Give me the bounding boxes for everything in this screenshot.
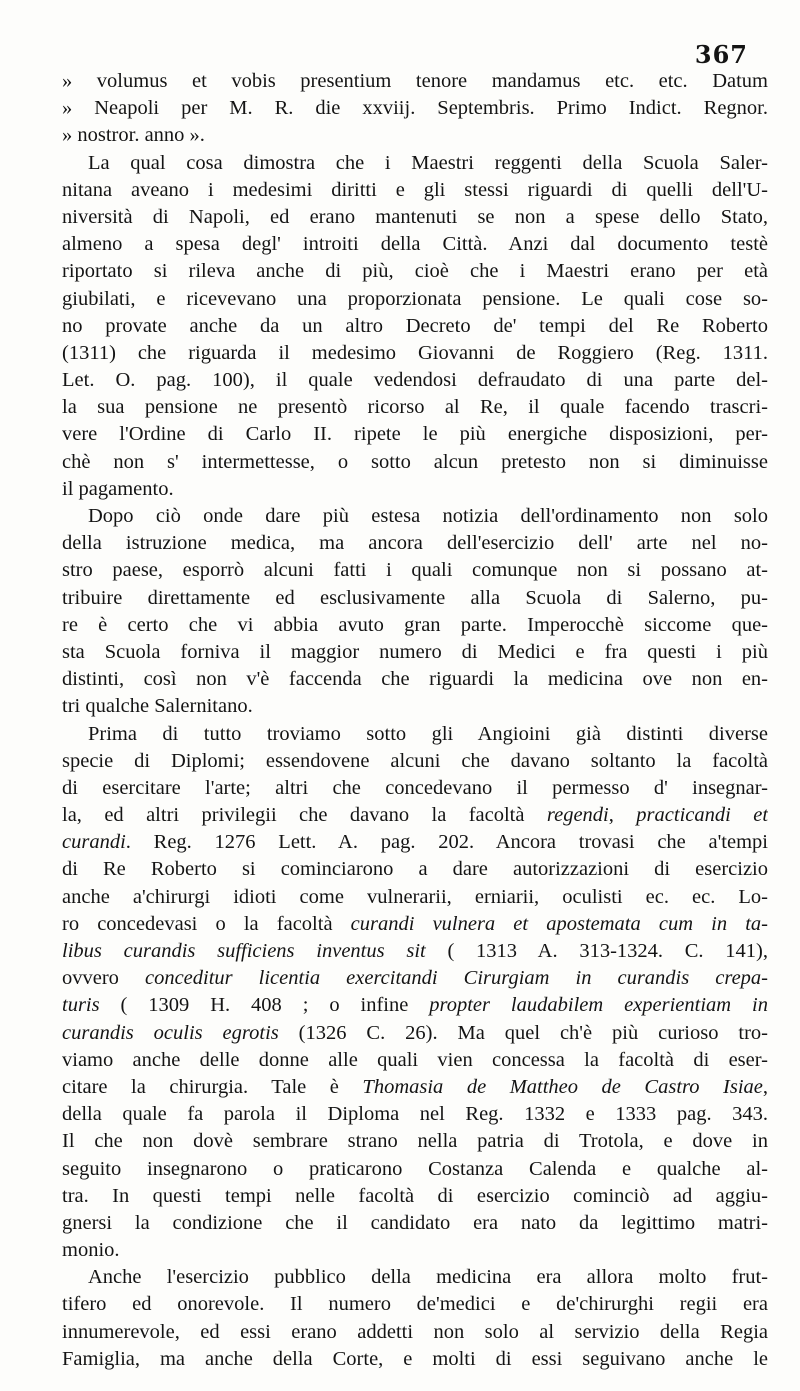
text-segment: » volumus et vobis presentium tenore mandamus etc. etc. Datum xyxy=(62,70,768,92)
text-line xyxy=(62,1291,768,1318)
text-segment: tri qualche Salernitano. xyxy=(62,695,253,718)
text-line xyxy=(62,639,768,666)
text-line xyxy=(62,1237,768,1264)
text-line xyxy=(62,1183,768,1210)
italic-text: regendi xyxy=(546,804,609,827)
text-line xyxy=(62,476,768,503)
text-line xyxy=(62,938,768,965)
text-line xyxy=(62,1210,768,1237)
text-line xyxy=(62,911,768,938)
text-line xyxy=(62,1101,768,1128)
text-segment: nitana aveano i medesimi diritti e gli stessi riguardi di quelli dell'U- xyxy=(62,178,768,201)
italic-text: curandi xyxy=(62,831,126,854)
text-segment: almeno a spesa degl' introiti della Città. Anzi dal documento testè xyxy=(62,233,768,256)
text-line xyxy=(62,313,768,340)
text-line xyxy=(62,367,768,394)
text-segment: , xyxy=(608,804,637,827)
text-segment: citare la chirurgia. Tale è xyxy=(62,1075,363,1098)
text-segment: ( 1309 H. 408 ; o infine xyxy=(99,994,430,1017)
text-segment: chè non s' intermettesse, o sotto alcun pretesto non si diminuisse xyxy=(62,450,768,473)
text-segment: Famiglia, ma anche della Corte, e molti di essi seguivano anche le xyxy=(62,1347,768,1370)
text-segment: anche a'chirurgi idioti come vulnerarii, erniarii, oculisti ec. ec. Lo- xyxy=(62,885,768,908)
text-line xyxy=(62,449,768,476)
text-segment: la sua pensione ne presentò ricorso al Re, il quale facendo trascri- xyxy=(62,396,768,419)
text-line xyxy=(62,557,768,584)
text-segment: di esercitare l'arte; altri che concedevano il permesso d' insegnar- xyxy=(62,776,768,799)
text-segment: specie di Diplomi; essendovene alcuni che davano soltanto la facoltà xyxy=(62,749,768,772)
text-line xyxy=(62,884,768,911)
text-segment: ( 1313 A. 313-1324. C. 141), xyxy=(425,940,768,962)
text-line xyxy=(62,802,768,829)
italic-text: propter laudabilem experientiam in xyxy=(429,994,768,1017)
text-line xyxy=(62,1319,768,1346)
text-segment: della istruzione medica, ma ancora dell'esercizio dell' arte nel no- xyxy=(62,532,768,555)
italic-text: curandis oculis egrotis xyxy=(62,1021,279,1044)
text-segment: della quale fa parola il Diploma nel Reg. 1332 e 1333 pag. 343. xyxy=(62,1103,768,1126)
italic-text: Thomasia de Mattheo de Castro Isiae xyxy=(362,1075,763,1098)
text-segment: tifero ed onorevole. Il numero de'medici e de'chirurghi regii era xyxy=(62,1293,768,1316)
text-segment: » Neapoli per M. R. die xxviij. Septembris. Primo Indict. Regnor. xyxy=(62,97,768,120)
page-number: 367 xyxy=(694,40,748,69)
text-segment: Prima di tutto troviamo sotto gli Angioini già distinti diverse xyxy=(88,722,768,745)
text-line xyxy=(62,122,768,149)
text-line xyxy=(62,775,768,802)
text-segment: distinti, così non v'è faccenda che riguardi la medicina ove non en- xyxy=(62,668,768,691)
text-line xyxy=(62,585,768,612)
text-segment: » nostror. anno ». xyxy=(62,124,205,147)
text-segment: niversità di Napoli, ed erano mantenuti se non a spese dello Stato, xyxy=(62,205,768,228)
text-line xyxy=(62,1047,768,1074)
text-line xyxy=(62,856,768,883)
text-segment: il pagamento. xyxy=(62,477,174,500)
text-segment: (1326 C. 26). Ma quel ch'è più curioso tro- xyxy=(278,1021,768,1044)
text-line xyxy=(62,340,768,367)
text-line xyxy=(62,1020,768,1047)
text-line xyxy=(62,693,768,720)
text-segment: di Re Roberto si cominciarono a dare autorizzazioni di esercizio xyxy=(62,858,768,881)
text-line xyxy=(62,231,768,258)
text-line xyxy=(62,748,768,775)
text-segment: monio. xyxy=(62,1239,120,1262)
text-segment: , xyxy=(762,1075,768,1098)
text-segment: sta Scuola forniva il maggior numero di Medici e fra questi i più xyxy=(62,640,768,663)
text-line xyxy=(62,1074,768,1101)
text-line xyxy=(62,177,768,204)
text-line xyxy=(62,1264,768,1291)
text-segment: giubilati, e ricevevano una proporzionata pensione. Le quali cose so- xyxy=(62,287,768,310)
text-segment: re è certo che vi abbia avuto gran parte. Imperocchè siccome que- xyxy=(62,613,768,636)
text-segment: ro concedevasi o la facoltà xyxy=(62,912,351,935)
text-line xyxy=(62,1128,768,1155)
text-segment: la, ed altri privilegii che davano la facoltà xyxy=(62,804,547,827)
text-segment: riportato si rileva anche di più, cioè che i Maestri erano per età xyxy=(62,260,768,283)
text-line xyxy=(62,829,768,856)
text-line xyxy=(62,95,768,122)
text-line xyxy=(62,612,768,639)
text-segment: viamo anche delle donne alle quali vien concessa la facoltà di eser- xyxy=(62,1048,768,1071)
text-line xyxy=(62,666,768,693)
text-segment: ovvero xyxy=(62,967,145,990)
text-line xyxy=(62,965,768,992)
text-segment: seguito insegnarono o praticarono Costanza Calenda e qualche al- xyxy=(62,1157,768,1180)
text-line xyxy=(62,204,768,231)
text-segment: Il che non dovè sembrare strano nella patria di Trotola, e dove in xyxy=(62,1130,768,1153)
text-segment: La qual cosa dimostra che i Maestri reggenti della Scuola Saler- xyxy=(88,151,768,174)
text-line xyxy=(62,258,768,285)
text-line xyxy=(62,530,768,557)
text-line xyxy=(62,150,768,177)
text-line xyxy=(62,286,768,313)
text-segment: gnersi la condizione che il candidato era nato da legittimo matri- xyxy=(62,1211,768,1234)
text-segment: Anche l'esercizio pubblico della medicina era allora molto frut- xyxy=(88,1266,768,1289)
text-line xyxy=(62,1346,768,1373)
italic-text: curandi vulnera et apostemata cum in ta- xyxy=(350,912,768,935)
text-segment: tribuire direttamente ed esclusivamente alla Scuola di Salerno, pu- xyxy=(62,586,768,609)
text-line xyxy=(62,503,768,530)
text-line xyxy=(62,1156,768,1183)
text-segment: Dopo ciò onde dare più estesa notizia dell'ordinamento non solo xyxy=(88,505,768,527)
text-segment: innumerevole, ed essi erano addetti non solo al servizio della Regia xyxy=(62,1320,768,1343)
text-line xyxy=(62,68,768,95)
text-line xyxy=(62,421,768,448)
text-segment: Let. O. pag. 100), il quale vedendosi defraudato di una parte del- xyxy=(62,369,768,392)
text-segment: vere l'Ordine di Carlo II. ripete le più energiche disposizioni, per- xyxy=(62,423,768,446)
text-segment: (1311) che riguarda il medesimo Giovanni de Roggiero (Reg. 1311. xyxy=(62,341,768,364)
text-segment: . Reg. 1276 Lett. A. pag. 202. Ancora trovasi che a'tempi xyxy=(125,831,768,854)
italic-text: practicandi et xyxy=(636,804,768,827)
text-segment: stro paese, esporrò alcuni fatti i quali comunque non si possano at- xyxy=(62,559,768,582)
text-line xyxy=(62,992,768,1019)
text-segment: no provate anche da un altro Decreto de' tempi del Re Roberto xyxy=(62,314,768,337)
italic-text: conceditur licentia exercitandi Cirurgiam in curandis crepa- xyxy=(144,967,768,990)
italic-text: libus curandis sufficiens inventus sit xyxy=(62,940,426,962)
body-text xyxy=(62,68,768,1373)
italic-text: turis xyxy=(62,994,100,1017)
text-line xyxy=(62,394,768,421)
text-line xyxy=(62,721,768,748)
text-segment: tra. In questi tempi nelle facoltà di esercizio cominciò ad aggiu- xyxy=(62,1184,768,1207)
